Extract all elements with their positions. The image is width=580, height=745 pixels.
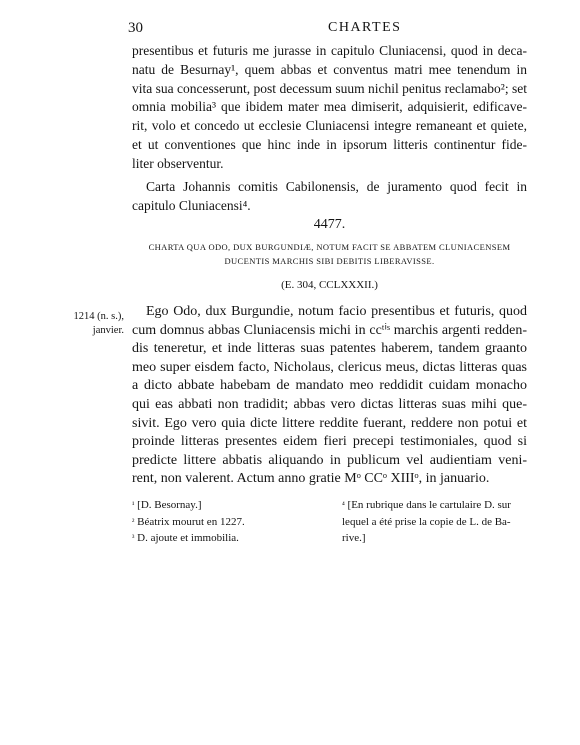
footnote-text: D. ajoute et immobilia. [137,532,239,544]
text-line: natu de Besurnay¹, quem abbas et conventus matri mee tenendum in [132,61,527,77]
text-line: liter observentur. [132,155,224,171]
text-line: predicte littere abbatis aliquando in publicum vel audientiam veni- [132,452,527,468]
charter-text [132,303,527,489]
rubric-line: Carta Johannis comitis Cabilonensis, de juramento quod fecit in [146,179,527,194]
footnote-marker: ¹ [132,500,135,509]
footnote-continuation: rive.] [342,532,366,544]
footnotes-left-column [132,497,322,547]
footnote-text: [D. Besornay.] [137,499,202,511]
footnote-text: [En rubrique dans le cartulaire D. sur [347,499,511,511]
footnote [132,497,322,514]
summary-line: CHARTA QUA ODO, DUX BURGUNDIÆ, NOTUM FACIT SE ABBATEM CLUNIACENSEM [148,242,511,252]
footnotes-right-column [342,497,527,547]
footnote-marker: ⁴ [342,500,345,509]
text-line: presentibus et futuris me jurasse in capitulo Cluniacensi, quod in deca- [132,43,527,58]
margin-date-line: 1214 (n. s.), [73,311,124,322]
text-line: rit, volo et concedo ut ecclesie Cluniacensi integre remaneant et quiete, [132,118,527,134]
margin-date-line: janvier. [92,325,124,336]
source-reference: (E. 304, CCLXXXII.) [281,279,378,291]
text-line: rent, non valerent. Actum anno gratie Mᵒ CCᵒ XIIIᵒ, in januario. [132,471,490,487]
footnote [342,497,527,514]
footnote-continuation: lequel a été prise la copie de L. de Ba- [342,515,511,528]
text-line: proinde litteras presentes eidem fieri precepi testimoniales, quod si [132,434,527,450]
text-line: omnia mobilia³ que ibidem mater mea dimiserit, adquisierit, edificave- [132,99,527,115]
page-number: 30 [128,20,143,36]
footnote [132,514,322,531]
previous-charter-text [132,42,527,174]
text-line: a dicto abbate habebam de mandato meo reddidit cuidam monacho [132,378,527,394]
text-line: vita sua concesserunt, post decessum suum nichil penitus reclamabo²; set [132,80,527,96]
footnote-marker: ³ [132,533,135,542]
rubric [132,178,527,216]
text-line: Ego Odo, dux Burgundie, notum facio presentibus et futuris, quod [146,304,527,319]
running-head: CHARTES [328,20,402,35]
margin-date [58,310,124,338]
summary-line: DUCENTIS MARCHIS SIBI DEBITIS LIBERAVISSE. [224,256,435,266]
footnote-text: Béatrix mourut en 1227. [137,515,245,528]
text-line: dis teneretur, et inde litteras suas patentes haberem, tandem graanto [132,341,527,357]
charter-number: 4477. [313,217,346,232]
footnote [132,530,322,547]
rubric-line: capitulo Cluniacensi⁴. [132,197,251,213]
footnote-marker: ² [132,516,135,526]
page-header [128,20,528,42]
text-line: meo super eisdem facto, Nicholaus, clericus meus, dictas litteras quas [132,359,527,375]
text-line: sivit. Ego vero quia dicte littere reddite fuerant, reddere non potui et [132,415,527,431]
text-line: qui eas abbati non tradidit; abbas vero dictas litteras suas mihi que- [132,396,527,412]
text-line: et ut conventiones que hinc inde in ipsorum litteris continentur fide- [132,136,527,152]
text-line: cum domnus abbas Cluniacensis michi in ccᵗⁱˢ marchis argenti redden- [132,322,527,338]
charter-summary [132,240,527,268]
